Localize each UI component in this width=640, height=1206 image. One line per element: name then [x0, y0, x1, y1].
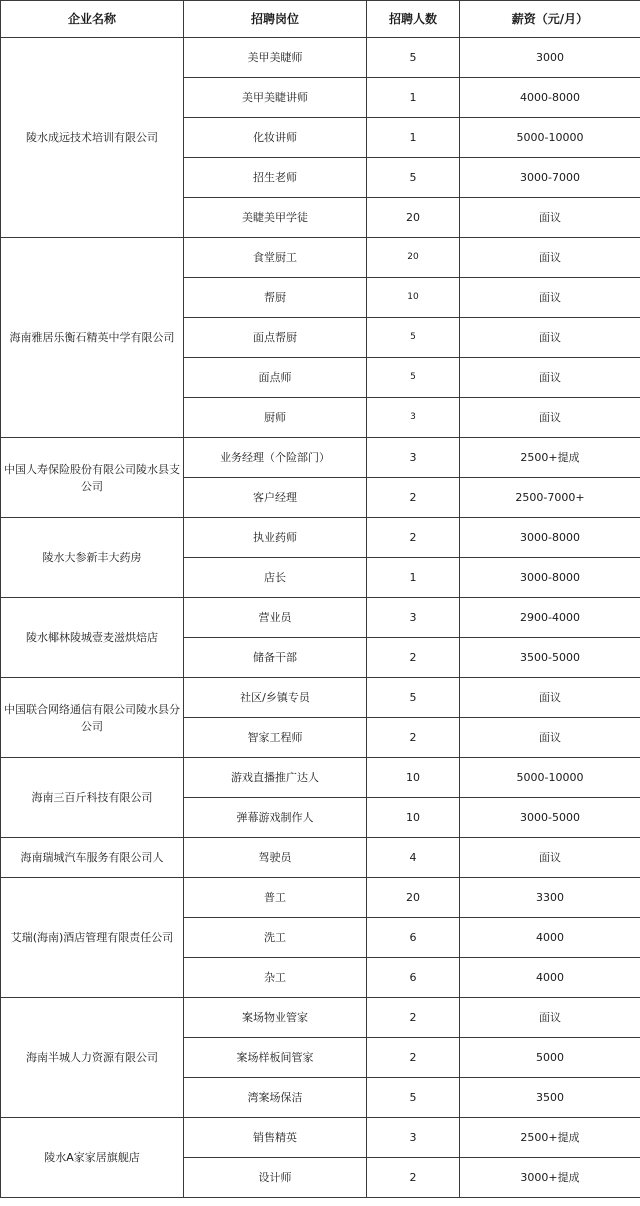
salary-cell: 3500-5000: [460, 638, 640, 678]
salary-cell: 3000-5000: [460, 798, 640, 838]
position-cell: 面点师: [184, 358, 367, 398]
headcount-cell: 5: [367, 318, 460, 358]
company-name-cell: 海南三百斤科技有限公司: [1, 758, 184, 838]
headcount-cell: 5: [367, 158, 460, 198]
salary-cell: 面议: [460, 318, 640, 358]
headcount-cell: 3: [367, 398, 460, 438]
table-row: [1, 438, 640, 478]
salary-cell: 3300: [460, 878, 640, 918]
salary-cell: 2900-4000: [460, 598, 640, 638]
headcount-cell: 5: [367, 38, 460, 78]
headcount-cell: 3: [367, 1118, 460, 1158]
salary-cell: 3000-8000: [460, 558, 640, 598]
headcount-cell: 1: [367, 118, 460, 158]
headcount-cell: 2: [367, 998, 460, 1038]
position-cell: 业务经理（个险部门）: [184, 438, 367, 478]
position-cell: 洗工: [184, 918, 367, 958]
position-cell: 帮厨: [184, 278, 367, 318]
headcount-cell: 2: [367, 638, 460, 678]
salary-cell: 2500+提成: [460, 1118, 640, 1158]
headcount-cell: 5: [367, 678, 460, 718]
position-cell: 社区/乡镇专员: [184, 678, 367, 718]
position-cell: 杂工: [184, 958, 367, 998]
headcount-cell: 5: [367, 1078, 460, 1118]
headcount-cell: 2: [367, 478, 460, 518]
headcount-cell: 20: [367, 238, 460, 278]
position-cell: 案场样板间管家: [184, 1038, 367, 1078]
position-cell: 营业员: [184, 598, 367, 638]
company-name-cell: 陵水椰林陵城壹麦滋烘焙店: [1, 598, 184, 678]
headcount-cell: 20: [367, 198, 460, 238]
salary-cell: 面议: [460, 238, 640, 278]
headcount-cell: 20: [367, 878, 460, 918]
salary-cell: 面议: [460, 278, 640, 318]
headcount-cell: 3: [367, 598, 460, 638]
position-cell: 厨师: [184, 398, 367, 438]
table-row: [1, 998, 640, 1038]
headcount-cell: 3: [367, 438, 460, 478]
position-cell: 面点帮厨: [184, 318, 367, 358]
salary-cell: 4000: [460, 958, 640, 998]
headcount-cell: 10: [367, 278, 460, 318]
company-name-cell: 中国人寿保险股份有限公司陵水县支公司: [1, 438, 184, 518]
salary-cell: 3000-8000: [460, 518, 640, 558]
salary-cell: 3000: [460, 38, 640, 78]
salary-cell: 面议: [460, 198, 640, 238]
position-cell: 美甲美睫师: [184, 38, 367, 78]
salary-cell: 5000-10000: [460, 118, 640, 158]
position-cell: 招生老师: [184, 158, 367, 198]
headcount-cell: 1: [367, 78, 460, 118]
position-cell: 智家工程师: [184, 718, 367, 758]
position-cell: 设计师: [184, 1158, 367, 1198]
position-cell: 店长: [184, 558, 367, 598]
table-row: [1, 38, 640, 78]
headcount-cell: 1: [367, 558, 460, 598]
salary-cell: 面议: [460, 718, 640, 758]
headcount-cell: 4: [367, 838, 460, 878]
company-name-cell: 艾瑞(海南)酒店管理有限责任公司: [1, 878, 184, 998]
header-salary: 薪资（元/月）: [460, 1, 640, 38]
company-name-cell: 中国联合网络通信有限公司陵水县分公司: [1, 678, 184, 758]
table-row: [1, 878, 640, 918]
salary-cell: 5000: [460, 1038, 640, 1078]
headcount-cell: 2: [367, 1038, 460, 1078]
table-row: [1, 838, 640, 878]
salary-cell: 面议: [460, 838, 640, 878]
position-cell: 美睫美甲学徒: [184, 198, 367, 238]
table-row: [1, 238, 640, 278]
company-name-cell: 陵水A家家居旗舰店: [1, 1118, 184, 1198]
headcount-cell: 10: [367, 798, 460, 838]
salary-cell: 3500: [460, 1078, 640, 1118]
headcount-cell: 2: [367, 518, 460, 558]
position-cell: 销售精英: [184, 1118, 367, 1158]
position-cell: 食堂厨工: [184, 238, 367, 278]
salary-cell: 3000-7000: [460, 158, 640, 198]
position-cell: 弹幕游戏制作人: [184, 798, 367, 838]
company-name-cell: 海南瑞城汽车服务有限公司人: [1, 838, 184, 878]
salary-cell: 4000: [460, 918, 640, 958]
position-cell: 美甲美睫讲师: [184, 78, 367, 118]
position-cell: 客户经理: [184, 478, 367, 518]
salary-cell: 面议: [460, 678, 640, 718]
headcount-cell: 6: [367, 918, 460, 958]
salary-cell: 4000-8000: [460, 78, 640, 118]
position-cell: 普工: [184, 878, 367, 918]
table-row: [1, 518, 640, 558]
salary-cell: 2500-7000+: [460, 478, 640, 518]
position-cell: 驾驶员: [184, 838, 367, 878]
position-cell: 游戏直播推广达人: [184, 758, 367, 798]
headcount-cell: 5: [367, 358, 460, 398]
header-row: [1, 1, 640, 38]
table-body: [1, 38, 640, 1198]
header-company: 企业名称: [1, 1, 184, 38]
company-name-cell: 海南半城人力资源有限公司: [1, 998, 184, 1118]
headcount-cell: 10: [367, 758, 460, 798]
position-cell: 化妆讲师: [184, 118, 367, 158]
header-position: 招聘岗位: [184, 1, 367, 38]
headcount-cell: 2: [367, 1158, 460, 1198]
table-header: [1, 1, 640, 38]
salary-cell: 面议: [460, 998, 640, 1038]
salary-cell: 5000-10000: [460, 758, 640, 798]
position-cell: 案场物业管家: [184, 998, 367, 1038]
salary-cell: 3000+提成: [460, 1158, 640, 1198]
table-row: [1, 598, 640, 638]
table-row: [1, 1118, 640, 1158]
position-cell: 储备干部: [184, 638, 367, 678]
position-cell: 执业药师: [184, 518, 367, 558]
company-name-cell: 陵水成远技术培训有限公司: [1, 38, 184, 238]
position-cell: 湾案场保洁: [184, 1078, 367, 1118]
headcount-cell: 2: [367, 718, 460, 758]
header-count: 招聘人数: [367, 1, 460, 38]
table-row: [1, 678, 640, 718]
table-row: [1, 758, 640, 798]
salary-cell: 面议: [460, 398, 640, 438]
company-name-cell: 海南雅居乐衡石精英中学有限公司: [1, 238, 184, 438]
company-name-cell: 陵水大参新丰大药房: [1, 518, 184, 598]
salary-cell: 2500+提成: [460, 438, 640, 478]
salary-cell: 面议: [460, 358, 640, 398]
headcount-cell: 6: [367, 958, 460, 998]
